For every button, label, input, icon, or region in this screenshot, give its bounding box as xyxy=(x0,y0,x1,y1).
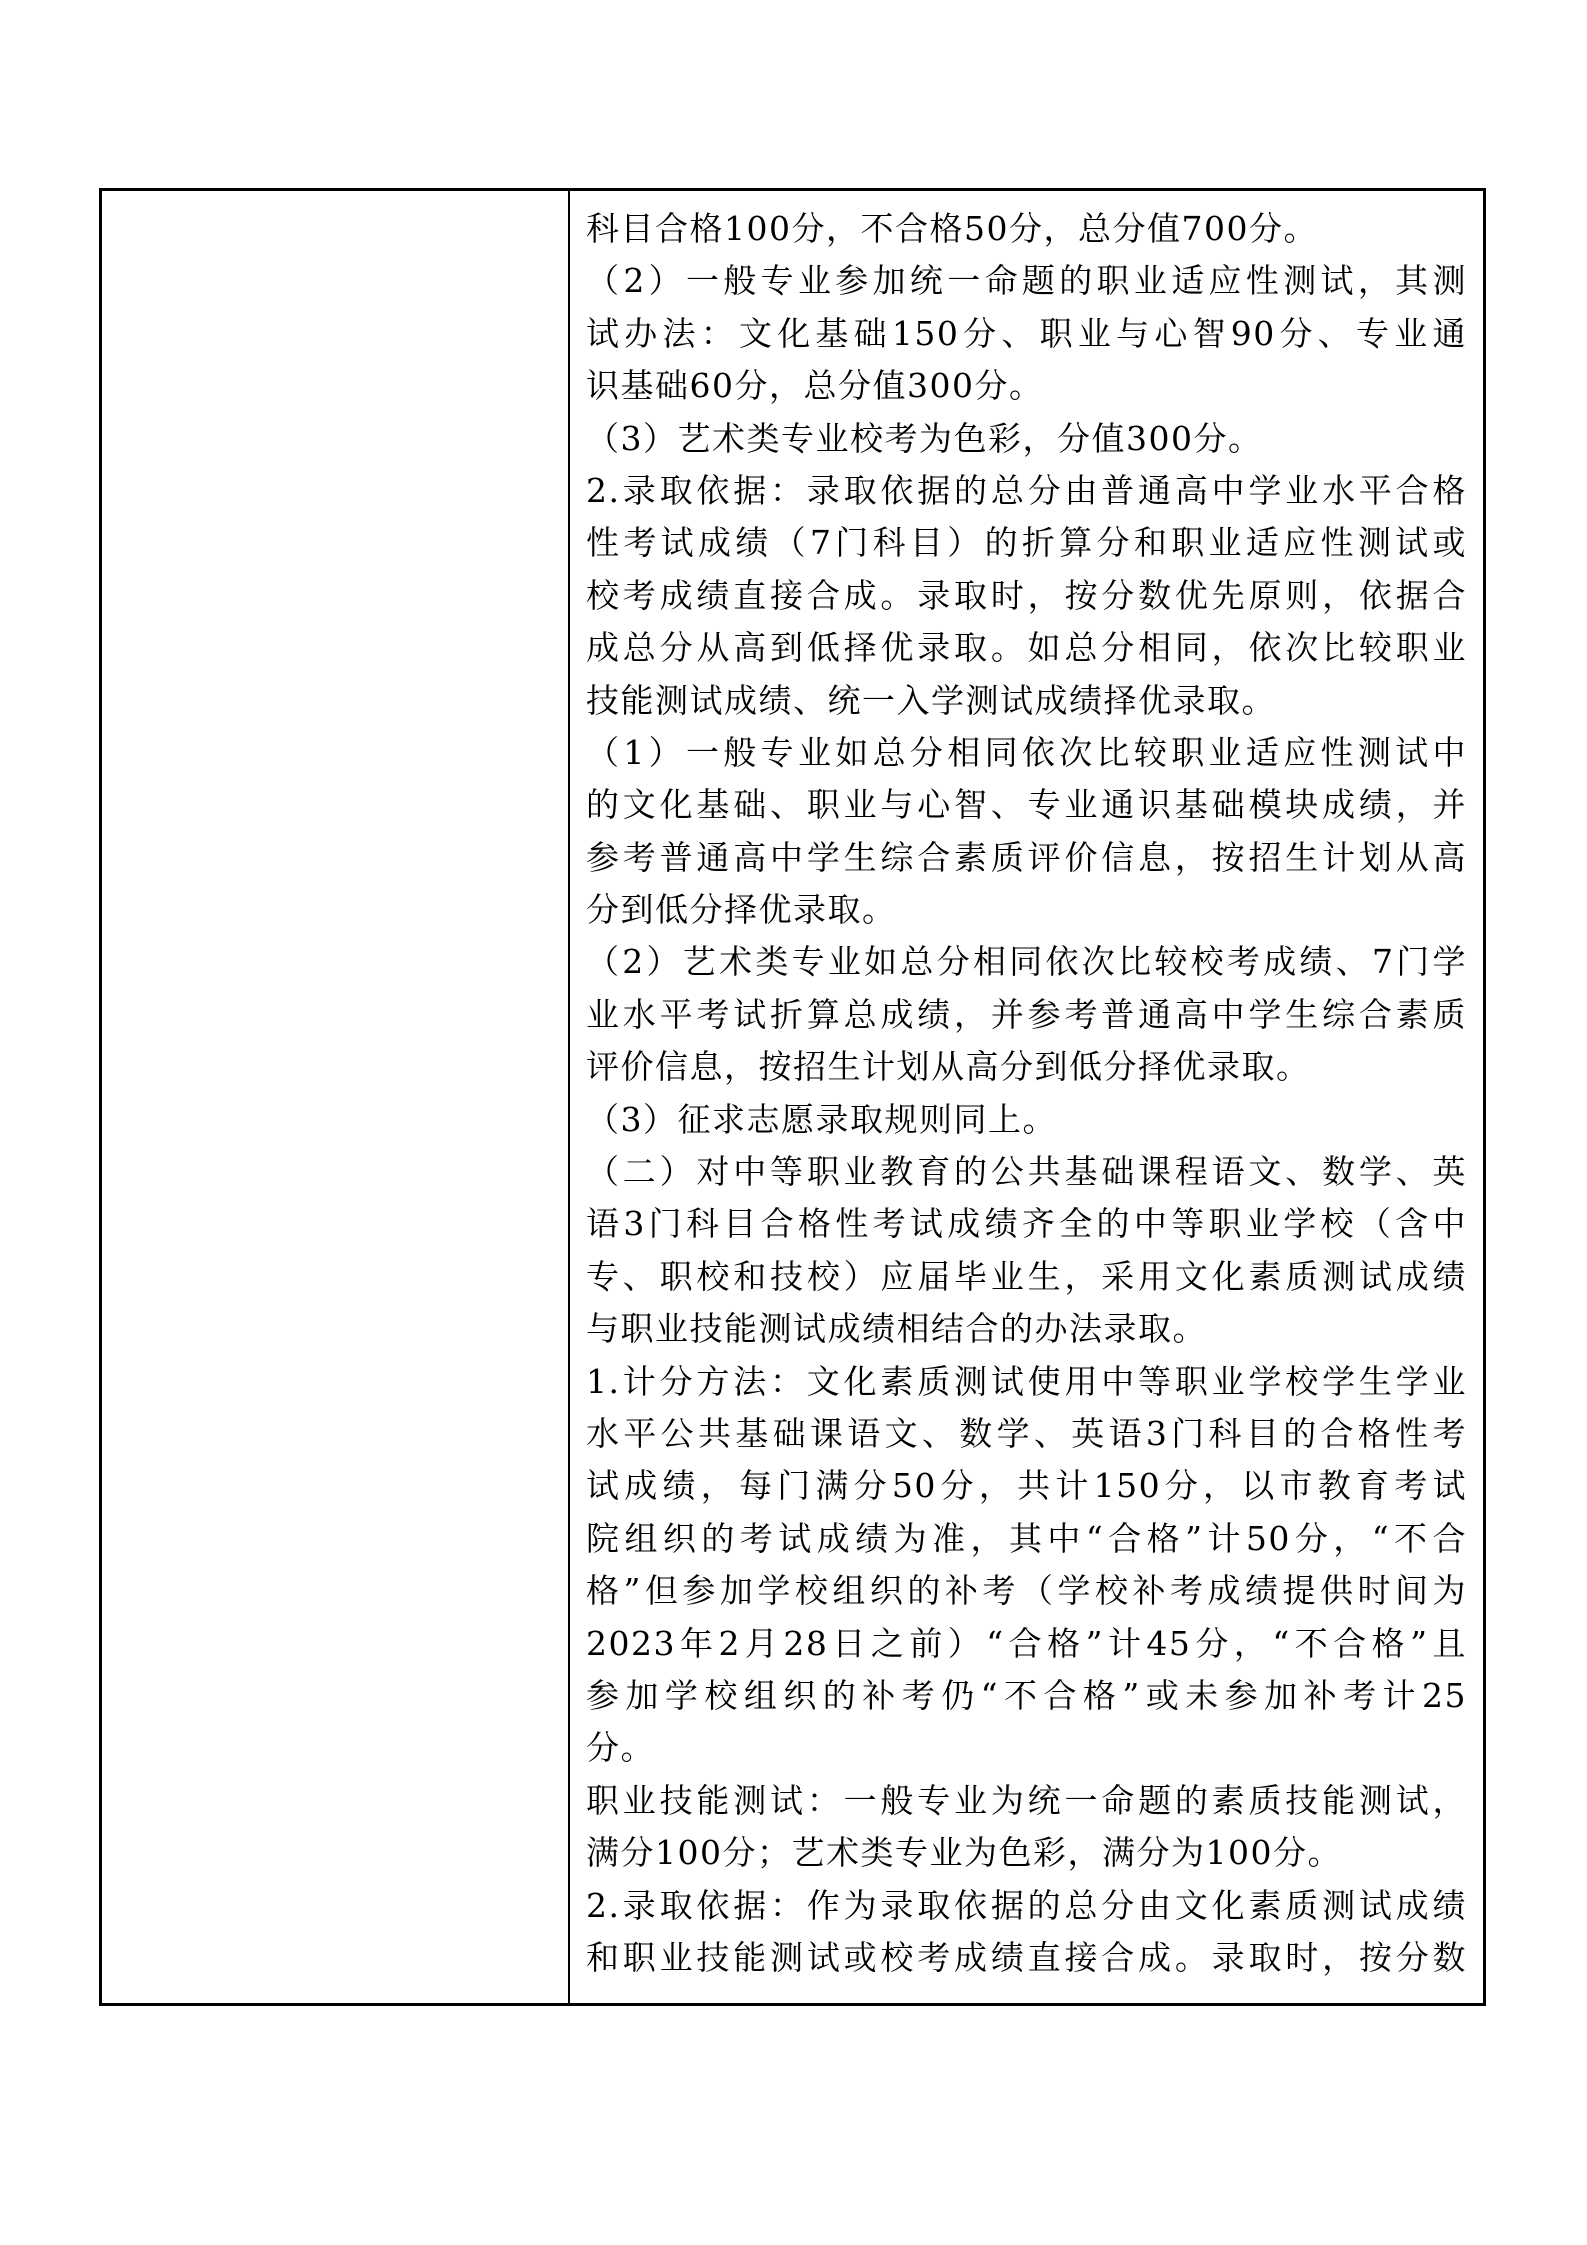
text-line: 专、职校和技校）应届毕业生，采用文化素质测试成绩 xyxy=(586,1256,1467,1296)
text-line: 识基础60分，总分值300分。 xyxy=(586,366,1044,406)
text-line: （3）征求志愿录取规则同上。 xyxy=(586,1099,1057,1139)
text-line: 校考成绩直接合成。录取时，按分数优先原则，依据合 xyxy=(586,575,1467,615)
text-line: （二）对中等职业教育的公共基础课程语文、数学、英 xyxy=(586,1152,1467,1192)
text-line: 2.录取依据：录取依据的总分由普通高中学业水平合格 xyxy=(586,470,1467,510)
text-line: 分到低分择优录取。 xyxy=(586,890,897,930)
table-right-cell xyxy=(570,191,1483,2003)
text-line: 评价信息，按招生计划从高分到低分择优录取。 xyxy=(586,1047,1311,1087)
text-line: 参考普通高中学生综合素质评价信息，按招生计划从高 xyxy=(586,837,1467,877)
text-line: 2.录取依据：作为录取依据的总分由文化素质测试成绩 xyxy=(586,1885,1467,1925)
text-line: 语3门科目合格性考试成绩齐全的中等职业学校（含中 xyxy=(586,1204,1467,1244)
text-line: （2）艺术类专业如总分相同依次比较校考成绩、7门学 xyxy=(586,942,1467,982)
text-line: 分。 xyxy=(586,1728,655,1768)
text-line: 试成绩，每门满分50分，共计150分，以市教育考试 xyxy=(586,1466,1467,1506)
text-line: 技能测试成绩、统一入学测试成绩择优录取。 xyxy=(586,680,1276,720)
text-line: （2）一般专业参加统一命题的职业适应性测试，其测 xyxy=(586,261,1467,301)
text-line: 水平公共基础课语文、数学、英语3门科目的合格性考 xyxy=(586,1413,1467,1453)
text-line: 1.计分方法：文化素质测试使用中等职业学校学生学业 xyxy=(586,1361,1467,1401)
text-line: 与职业技能测试成绩相结合的办法录取。 xyxy=(586,1309,1207,1349)
text-line: 2023年2月28日之前）“合格”计45分，“不合格”且 xyxy=(586,1623,1467,1663)
text-line: 成总分从高到低择优录取。如总分相同，依次比较职业 xyxy=(586,628,1467,668)
text-line: （3）艺术类专业校考为色彩，分值300分。 xyxy=(586,418,1263,458)
text-line: 性考试成绩（7门科目）的折算分和职业适应性测试或 xyxy=(586,523,1467,563)
text-line: 参加学校组织的补考仍“不合格”或未参加补考计25 xyxy=(586,1675,1467,1715)
text-line: 职业技能测试：一般专业为统一命题的素质技能测试， xyxy=(586,1780,1467,1820)
text-line: 满分100分；艺术类专业为色彩，满分为100分。 xyxy=(586,1833,1342,1873)
table-left-cell xyxy=(102,191,570,2003)
document-table xyxy=(99,188,1486,2006)
text-line: 和职业技能测试或校考成绩直接合成。录取时，按分数 xyxy=(586,1937,1467,1977)
text-line: 格”但参加学校组织的补考（学校补考成绩提供时间为 xyxy=(586,1571,1467,1611)
text-line: （1）一般专业如总分相同依次比较职业适应性测试中 xyxy=(586,732,1467,772)
text-line: 院组织的考试成绩为准，其中“合格”计50分，“不合 xyxy=(586,1518,1467,1558)
text-line: 科目合格100分，不合格50分，总分值700分。 xyxy=(586,209,1318,248)
text-line: 试办法：文化基础150分、职业与心智90分、专业通 xyxy=(586,313,1467,353)
text-line: 的文化基础、职业与心智、专业通识基础模块成绩，并 xyxy=(586,785,1467,825)
text-line: 业水平考试折算总成绩，并参考普通高中学生综合素质 xyxy=(586,994,1467,1034)
